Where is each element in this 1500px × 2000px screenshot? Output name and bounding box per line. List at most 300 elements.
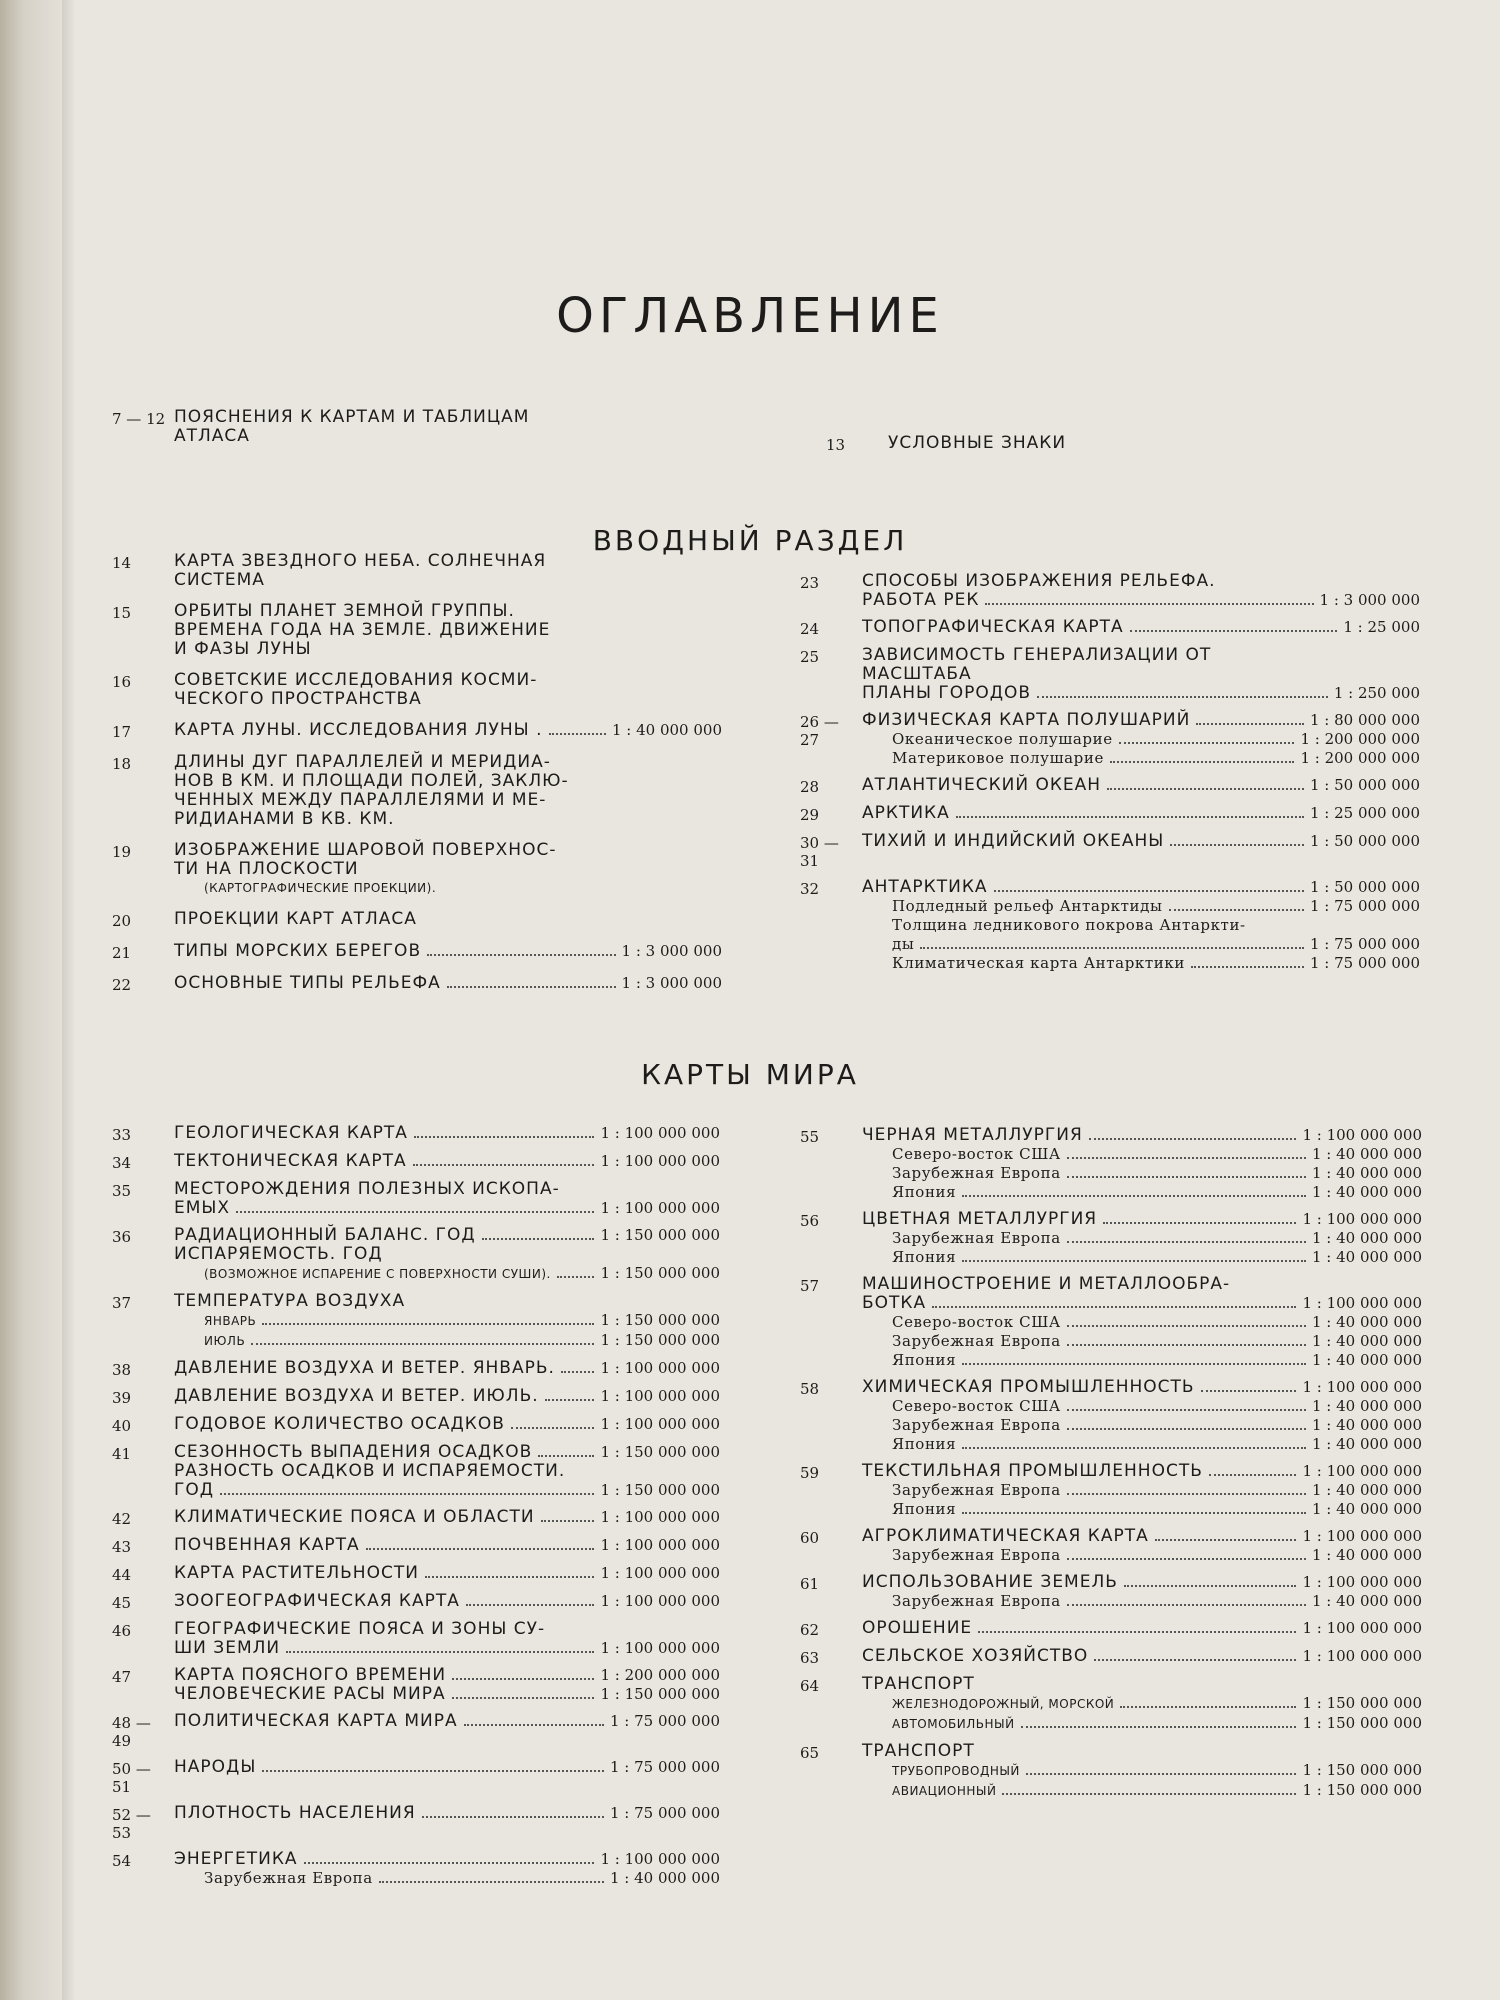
entry-title: ТРАНСПОРТ <box>862 1741 975 1761</box>
dot-leader <box>962 1512 1306 1514</box>
page-number: 29 <box>800 806 820 824</box>
page-number: 22 <box>112 976 132 994</box>
map-scale: 1 : 250 000 <box>1333 684 1420 702</box>
dot-leader <box>422 1816 604 1818</box>
dot-leader <box>1119 742 1295 744</box>
entry-title: ЧЕННЫХ МЕЖДУ ПАРАЛЛЕЛЯМИ И МЕ- <box>174 790 547 810</box>
toc-entry <box>112 671 722 709</box>
map-scale: 1 : 100 000 000 <box>600 1850 720 1868</box>
entry-title: ГОДОВОЕ КОЛИЧЕСТВО ОСАДКОВ <box>174 1414 505 1434</box>
page-number: 15 <box>112 604 132 622</box>
toc-entry <box>800 572 1420 610</box>
toc-entry <box>800 1742 1422 1801</box>
map-scale: 1 : 100 000 000 <box>1302 1378 1422 1396</box>
toc-entry <box>112 1180 720 1218</box>
entry-title: УСЛОВНЫЕ ЗНАКИ <box>888 433 1067 453</box>
entry-title: ЦВЕТНАЯ МЕТАЛЛУРГИЯ <box>862 1209 1098 1229</box>
entry-title: ЗООГЕОГРАФИЧЕСКАЯ КАРТА <box>174 1591 460 1611</box>
entry-subtitle: ЖЕЛЕЗНОДОРОЖНЫЙ, МОРСКОЙ <box>892 1697 1115 1711</box>
toc-entry <box>112 1850 720 1888</box>
entry-title: КАРТА РАСТИТЕЛЬНОСТИ <box>174 1563 419 1583</box>
toc-entry <box>112 1226 720 1284</box>
map-scale: 1 : 75 000 000 <box>609 1712 720 1730</box>
entry-title: ПРОЕКЦИИ КАРТ АТЛАСА <box>174 909 417 929</box>
entry-subtitle: Зарубежная Европа <box>892 1164 1061 1182</box>
entry-title: СОВЕТСКИЕ ИССЛЕДОВАНИЯ КОСМИ- <box>174 670 538 690</box>
page-number: 46 <box>112 1622 132 1640</box>
entry-title: АРКТИКА <box>862 803 950 823</box>
entry-title: МЕСТОРОЖДЕНИЯ ПОЛЕЗНЫХ ИСКОПА- <box>174 1179 560 1199</box>
map-scale: 1 : 40 000 000 <box>1311 1416 1422 1434</box>
dot-leader <box>1067 1325 1306 1327</box>
dot-leader <box>1067 1409 1306 1411</box>
entry-title: ГЕОГРАФИЧЕСКИЕ ПОЯСА И ЗОНЫ СУ- <box>174 1619 546 1639</box>
map-scale: 1 : 100 000 000 <box>600 1536 720 1554</box>
entry-subtitle: (ВОЗМОЖНОЕ ИСПАРЕНИЕ С ПОВЕРХНОСТИ СУШИ). <box>204 1267 551 1281</box>
dot-leader <box>1094 1659 1296 1661</box>
dot-leader <box>464 1724 604 1726</box>
map-scale: 1 : 75 000 000 <box>1309 954 1420 972</box>
entry-title: СЕЛЬСКОЕ ХОЗЯЙСТВО <box>862 1646 1089 1666</box>
map-scale: 1 : 150 000 000 <box>600 1226 720 1244</box>
dot-leader <box>1196 723 1304 725</box>
dot-leader <box>1067 1558 1306 1560</box>
entry-subtitle: АВИАЦИОННЫЙ <box>892 1784 997 1798</box>
map-scale: 1 : 100 000 000 <box>600 1199 720 1217</box>
dot-leader <box>985 603 1313 605</box>
dot-leader <box>549 733 606 735</box>
entry-title: РАДИАЦИОННЫЙ БАЛАНС. ГОД <box>174 1225 476 1245</box>
toc-entry <box>800 1210 1422 1267</box>
dot-leader <box>1067 1493 1306 1495</box>
entry-title: ЧЕЛОВЕЧЕСКИЕ РАСЫ МИРА <box>174 1684 446 1704</box>
toc-entry <box>112 1620 720 1658</box>
map-scale: 1 : 150 000 000 <box>1302 1781 1422 1799</box>
toc-entry <box>112 1592 720 1612</box>
entry-subtitle: Толщина ледникового покрова Антаркти- <box>892 916 1246 934</box>
dot-leader <box>1037 696 1328 698</box>
toc-entry <box>800 1462 1422 1519</box>
page-number: 35 <box>112 1182 132 1200</box>
toc-entry <box>112 1508 720 1528</box>
entry-title: МАСШТАБА <box>862 664 972 684</box>
page-number: 20 <box>112 912 132 930</box>
entry-title: АНТАРКТИКА <box>862 877 988 897</box>
page-number: 47 <box>112 1668 132 1686</box>
entry-title: КАРТА ПОЯСНОГО ВРЕМЕНИ <box>174 1665 447 1685</box>
dot-leader <box>220 1493 594 1495</box>
toc-entry <box>112 1387 720 1407</box>
entry-title: ХИМИЧЕСКАЯ ПРОМЫШЛЕННОСТЬ <box>862 1377 1195 1397</box>
dot-leader <box>541 1520 595 1522</box>
map-scale: 1 : 3 000 000 <box>621 974 722 992</box>
map-scale: 1 : 40 000 000 <box>1311 1546 1422 1564</box>
dot-leader <box>511 1427 595 1429</box>
entry-subtitle: Подледный рельеф Антарктиды <box>892 897 1163 915</box>
entry-subtitle: Зарубежная Европа <box>892 1592 1061 1610</box>
page-number: 13 <box>826 436 846 454</box>
entry-subtitle: Япония <box>892 1351 957 1369</box>
entry-title: ТЕКТОНИЧЕСКАЯ КАРТА <box>174 1151 407 1171</box>
dot-leader <box>1191 966 1304 968</box>
entry-subtitle: Зарубежная Европа <box>892 1332 1061 1350</box>
dot-leader <box>236 1211 594 1213</box>
entry-subtitle: ТРУБОПРОВОДНЫЙ <box>892 1764 1020 1778</box>
top-right-entry <box>826 434 1326 460</box>
entry-title: ФИЗИЧЕСКАЯ КАРТА ПОЛУШАРИЙ <box>862 710 1191 730</box>
dot-leader <box>414 1136 595 1138</box>
toc-entry <box>112 1124 720 1144</box>
page-number: 61 <box>800 1575 820 1593</box>
map-scale: 1 : 100 000 000 <box>600 1564 720 1582</box>
dot-leader <box>379 1881 604 1883</box>
page-number: 23 <box>800 574 820 592</box>
page-number: 7 — 12 <box>112 410 166 428</box>
entry-subtitle: Япония <box>892 1248 957 1266</box>
map-scale: 1 : 40 000 000 <box>1311 1351 1422 1369</box>
map-scale: 1 : 40 000 000 <box>611 721 722 739</box>
map-scale: 1 : 40 000 000 <box>1311 1313 1422 1331</box>
dot-leader <box>251 1343 594 1345</box>
toc-entry <box>112 1758 720 1796</box>
entry-title: ВРЕМЕНА ГОДА НА ЗЕМЛЕ. ДВИЖЕНИЕ <box>174 620 551 640</box>
entry-title: РИДИАНАМИ В КВ. КМ. <box>174 809 395 829</box>
page-number: 62 <box>800 1621 820 1639</box>
page-number: 14 <box>112 554 132 572</box>
entry-title: ОСНОВНЫЕ ТИПЫ РЕЛЬЕФА <box>174 973 441 993</box>
page-number: 25 <box>800 648 820 666</box>
entry-subtitle: Климатическая карта Антарктики <box>892 954 1185 972</box>
toc-entry <box>800 1573 1422 1611</box>
toc-entry <box>112 1443 720 1500</box>
dot-leader <box>1067 1428 1306 1430</box>
dot-leader <box>1067 1241 1306 1243</box>
dot-leader <box>1067 1176 1306 1178</box>
entry-title: ДЛИНЫ ДУГ ПАРАЛЛЕЛЕЙ И МЕРИДИА- <box>174 752 551 772</box>
dot-leader <box>1026 1773 1297 1775</box>
dot-leader <box>1002 1793 1296 1795</box>
entry-title: АТЛАНТИЧЕСКИЙ ОКЕАН <box>862 775 1102 795</box>
entry-title: ШИ ЗЕМЛИ <box>174 1638 281 1658</box>
dot-leader <box>1124 1585 1297 1587</box>
entry-title: СИСТЕМА <box>174 570 265 590</box>
dot-leader <box>962 1447 1306 1449</box>
entry-title: ИСПАРЯЕМОСТЬ. ГОД <box>174 1244 383 1264</box>
map-scale: 1 : 25 000 <box>1343 618 1420 636</box>
map-scale: 1 : 100 000 000 <box>600 1359 720 1377</box>
dot-leader <box>545 1399 595 1401</box>
map-scale: 1 : 100 000 000 <box>1302 1527 1422 1545</box>
entry-title: МАШИНОСТРОЕНИЕ И МЕТАЛЛООБРА- <box>862 1274 1231 1294</box>
entry-title: ЕМЫХ <box>174 1198 231 1218</box>
entry-title: ТИ НА ПЛОСКОСТИ <box>174 859 359 879</box>
dot-leader <box>1209 1474 1297 1476</box>
entry-title: ЭНЕРГЕТИКА <box>174 1849 298 1869</box>
map-scale: 1 : 200 000 000 <box>1300 730 1420 748</box>
entry-subtitle: Япония <box>892 1435 957 1453</box>
dot-leader <box>920 947 1304 949</box>
toc-entry <box>800 1619 1422 1639</box>
toc-entry <box>112 602 722 659</box>
page-number: 41 <box>112 1445 132 1463</box>
page-number: 55 <box>800 1128 820 1146</box>
entry-title: НАРОДЫ <box>174 1757 257 1777</box>
dot-leader <box>561 1371 595 1373</box>
map-scale: 1 : 3 000 000 <box>621 942 722 960</box>
entry-subtitle: Северо-восток США <box>892 1397 1061 1415</box>
page-title: ОГЛАВЛЕНИЕ <box>556 288 944 344</box>
entry-subtitle: Зарубежная Европа <box>892 1546 1061 1564</box>
intro-left-column <box>112 552 722 1006</box>
page-number: 48 — 49 <box>112 1714 151 1750</box>
world-right-column <box>800 1126 1422 1809</box>
dot-leader <box>962 1195 1306 1197</box>
dot-leader <box>1120 1706 1296 1708</box>
entry-subtitle: Зарубежная Европа <box>204 1869 373 1887</box>
toc-entry <box>112 1536 720 1556</box>
toc-entry <box>112 942 722 962</box>
map-scale: 1 : 40 000 000 <box>1311 1229 1422 1247</box>
page-number: 21 <box>112 944 132 962</box>
entry-title: ОРОШЕНИЕ <box>862 1618 973 1638</box>
page-number: 43 <box>112 1538 132 1556</box>
page-number: 34 <box>112 1154 132 1172</box>
entry-title: ПЛАНЫ ГОРОДОВ <box>862 683 1032 703</box>
dot-leader <box>1201 1390 1297 1392</box>
dot-leader <box>413 1164 595 1166</box>
toc-entry <box>112 974 722 994</box>
map-scale: 1 : 50 000 000 <box>1309 878 1420 896</box>
entry-subtitle: (КАРТОГРАФИЧЕСКИЕ ПРОЕКЦИИ). <box>204 881 437 895</box>
entry-title: ГОД <box>174 1480 215 1500</box>
entry-title: ТИХИЙ И ИНДИЙСКИЙ ОКЕАНЫ <box>862 831 1165 851</box>
entry-title: ТИПЫ МОРСКИХ БЕРЕГОВ <box>174 941 422 961</box>
page-number: 54 <box>112 1852 132 1870</box>
entry-title: ТЕКСТИЛЬНАЯ ПРОМЫШЛЕННОСТЬ <box>862 1461 1203 1481</box>
page-number: 50 — 51 <box>112 1760 151 1796</box>
page-number: 24 <box>800 620 820 638</box>
entry-subtitle: ЯНВАРЬ <box>204 1314 257 1328</box>
entry-title: ПОЧВЕННАЯ КАРТА <box>174 1535 360 1555</box>
dot-leader <box>1110 761 1294 763</box>
toc-entry <box>112 1292 720 1351</box>
dot-leader <box>304 1862 595 1864</box>
toc-entry <box>112 841 722 898</box>
dot-leader <box>425 1576 595 1578</box>
dot-leader <box>286 1651 594 1653</box>
entry-title: ИСПОЛЬЗОВАНИЕ ЗЕМЕЛЬ <box>862 1572 1118 1592</box>
page-number: 26 — 27 <box>800 713 839 749</box>
toc-entry <box>112 1804 720 1842</box>
page-number: 56 <box>800 1212 820 1230</box>
map-scale: 1 : 100 000 000 <box>600 1592 720 1610</box>
map-scale: 1 : 40 000 000 <box>1311 1397 1422 1415</box>
entry-title: АТЛАСА <box>174 426 250 446</box>
map-scale: 1 : 75 000 000 <box>1309 897 1420 915</box>
dot-leader <box>1170 844 1304 846</box>
map-scale: 1 : 40 000 000 <box>1311 1592 1422 1610</box>
dot-leader <box>1067 1157 1306 1159</box>
page-number: 57 <box>800 1277 820 1295</box>
map-scale: 1 : 100 000 000 <box>1302 1647 1422 1665</box>
toc-entry <box>112 721 722 741</box>
entry-subtitle: Северо-восток США <box>892 1145 1061 1163</box>
entry-title: ОРБИТЫ ПЛАНЕТ ЗЕМНОЙ ГРУППЫ. <box>174 601 515 621</box>
toc-entry <box>112 1359 720 1379</box>
entry-title: ПОЛИТИЧЕСКАЯ КАРТА МИРА <box>174 1711 458 1731</box>
map-scale: 1 : 75 000 000 <box>1309 935 1420 953</box>
toc-entry <box>112 1666 720 1704</box>
dot-leader <box>932 1306 1296 1308</box>
entry-subtitle: ИЮЛЬ <box>204 1334 246 1348</box>
dot-leader <box>1155 1539 1297 1541</box>
entry-title: ПЛОТНОСТЬ НАСЕЛЕНИЯ <box>174 1803 416 1823</box>
map-scale: 1 : 40 000 000 <box>1311 1332 1422 1350</box>
map-scale: 1 : 100 000 000 <box>600 1387 720 1405</box>
dot-leader <box>538 1455 594 1457</box>
map-scale: 1 : 75 000 000 <box>609 1804 720 1822</box>
dot-leader <box>366 1548 595 1550</box>
entry-title: ПОЯСНЕНИЯ К КАРТАМ И ТАБЛИЦАМ <box>174 407 530 427</box>
dot-leader <box>1169 909 1304 911</box>
entry-subtitle: Зарубежная Европа <box>892 1229 1061 1247</box>
map-scale: 1 : 150 000 000 <box>600 1481 720 1499</box>
entry-subtitle: Япония <box>892 1183 957 1201</box>
page-number: 64 <box>800 1677 820 1695</box>
dot-leader <box>262 1323 594 1325</box>
map-scale: 1 : 150 000 000 <box>600 1264 720 1282</box>
entry-title: НОВ В КМ. И ПЛОЩАДИ ПОЛЕЙ, ЗАКЛЮ- <box>174 771 569 791</box>
map-scale: 1 : 40 000 000 <box>1311 1481 1422 1499</box>
page-number: 16 <box>112 673 132 691</box>
entry-title: ГЕОЛОГИЧЕСКАЯ КАРТА <box>174 1123 408 1143</box>
dot-leader <box>1067 1604 1306 1606</box>
toc-entry <box>800 832 1420 870</box>
world-left-column <box>112 1124 720 1896</box>
map-scale: 1 : 100 000 000 <box>1302 1619 1422 1637</box>
map-scale: 1 : 150 000 000 <box>600 1311 720 1329</box>
entry-title: И ФАЗЫ ЛУНЫ <box>174 639 312 659</box>
map-scale: 1 : 50 000 000 <box>1309 832 1420 850</box>
page-number: 42 <box>112 1510 132 1528</box>
map-scale: 1 : 100 000 000 <box>600 1152 720 1170</box>
toc-entry <box>800 1378 1422 1454</box>
map-scale: 1 : 40 000 000 <box>1311 1500 1422 1518</box>
page-number: 44 <box>112 1566 132 1584</box>
page-number: 59 <box>800 1464 820 1482</box>
dot-leader <box>956 816 1304 818</box>
dot-leader <box>962 1260 1306 1262</box>
toc-entry <box>800 804 1420 824</box>
entry-title: КАРТА ЛУНЫ. ИССЛЕДОВАНИЯ ЛУНЫ . <box>174 720 543 740</box>
dot-leader <box>962 1363 1306 1365</box>
toc-entry <box>800 776 1420 796</box>
entry-title: КЛИМАТИЧЕСКИЕ ПОЯСА И ОБЛАСТИ <box>174 1507 535 1527</box>
entry-title: ТОПОГРАФИЧЕСКАЯ КАРТА <box>862 617 1124 637</box>
map-scale: 1 : 100 000 000 <box>1302 1573 1422 1591</box>
entry-subtitle: АВТОМОБИЛЬНЫЙ <box>892 1717 1015 1731</box>
map-scale: 1 : 100 000 000 <box>600 1124 720 1142</box>
entry-title: БОТКА <box>862 1293 927 1313</box>
map-scale: 1 : 40 000 000 <box>1311 1145 1422 1163</box>
toc-entry <box>112 1712 720 1750</box>
map-scale: 1 : 150 000 000 <box>1302 1761 1422 1779</box>
map-scale: 1 : 100 000 000 <box>600 1508 720 1526</box>
toc-entry <box>800 1126 1422 1202</box>
toc-entry <box>800 1275 1422 1370</box>
toc-entry <box>800 1647 1422 1667</box>
page-number: 17 <box>112 723 132 741</box>
entry-title: ТЕМПЕРАТУРА ВОЗДУХА <box>174 1291 406 1311</box>
toc-entry <box>800 1527 1422 1565</box>
page-number: 45 <box>112 1594 132 1612</box>
toc-entry <box>112 1415 720 1435</box>
dot-leader <box>447 986 616 988</box>
page-number: 33 <box>112 1126 132 1144</box>
entry-subtitle: Океаническое полушарие <box>892 730 1113 748</box>
map-scale: 1 : 100 000 000 <box>1302 1126 1422 1144</box>
section-heading-intro: ВВОДНЫЙ РАЗДЕЛ <box>592 524 908 557</box>
page-number: 58 <box>800 1380 820 1398</box>
page-number: 30 — 31 <box>800 834 839 870</box>
map-scale: 1 : 150 000 000 <box>600 1331 720 1349</box>
map-scale: 1 : 100 000 000 <box>600 1415 720 1433</box>
map-scale: 1 : 40 000 000 <box>1311 1248 1422 1266</box>
entry-title: РАБОТА РЕК <box>862 590 980 610</box>
map-scale: 1 : 100 000 000 <box>1302 1462 1422 1480</box>
map-scale: 1 : 75 000 000 <box>609 1758 720 1776</box>
dot-leader <box>1103 1222 1296 1224</box>
page-number: 28 <box>800 778 820 796</box>
entry-subtitle: Материковое полушарие <box>892 749 1104 767</box>
dot-leader <box>262 1770 604 1772</box>
page-number: 18 <box>112 755 132 773</box>
toc-entry <box>800 1675 1422 1734</box>
entry-subtitle: Япония <box>892 1500 957 1518</box>
entry-title: КАРТА ЗВЕЗДНОГО НЕБА. СОЛНЕЧНАЯ <box>174 551 547 571</box>
map-scale: 1 : 150 000 000 <box>1302 1694 1422 1712</box>
map-scale: 1 : 200 000 000 <box>1300 749 1420 767</box>
dot-leader <box>557 1276 595 1278</box>
dot-leader <box>482 1238 595 1240</box>
map-scale: 1 : 3 000 000 <box>1319 591 1420 609</box>
entry-title: ДАВЛЕНИЕ ВОЗДУХА И ВЕТЕР. ЯНВАРЬ. <box>174 1358 555 1378</box>
intro-right-column <box>800 572 1420 981</box>
page-number: 36 <box>112 1228 132 1246</box>
page-number: 60 <box>800 1529 820 1547</box>
map-scale: 1 : 40 000 000 <box>1311 1164 1422 1182</box>
page-number: 52 — 53 <box>112 1806 151 1842</box>
map-scale: 1 : 150 000 000 <box>1302 1714 1422 1732</box>
map-scale: 1 : 200 000 000 <box>600 1666 720 1684</box>
toc-entry <box>112 753 722 829</box>
page-number: 39 <box>112 1389 132 1407</box>
page-number: 38 <box>112 1361 132 1379</box>
toc-entry <box>112 552 722 590</box>
page-number: 65 <box>800 1744 820 1762</box>
dot-leader <box>994 890 1304 892</box>
map-scale: 1 : 40 000 000 <box>609 1869 720 1887</box>
entry-title: РАЗНОСТЬ ОСАДКОВ И ИСПАРЯЕМОСТИ. <box>174 1461 566 1481</box>
dot-leader <box>452 1697 595 1699</box>
map-scale: 1 : 40 000 000 <box>1311 1435 1422 1453</box>
toc-entry <box>800 711 1420 768</box>
entry-title: СЕЗОННОСТЬ ВЫПАДЕНИЯ ОСАДКОВ <box>174 1442 533 1462</box>
entry-title: ЧЕСКОГО ПРОСТРАНСТВА <box>174 689 422 709</box>
dot-leader <box>427 954 615 956</box>
dot-leader <box>1089 1138 1297 1140</box>
entry-title: СПОСОБЫ ИЗОБРАЖЕНИЯ РЕЛЬЕФА. <box>862 571 1216 591</box>
